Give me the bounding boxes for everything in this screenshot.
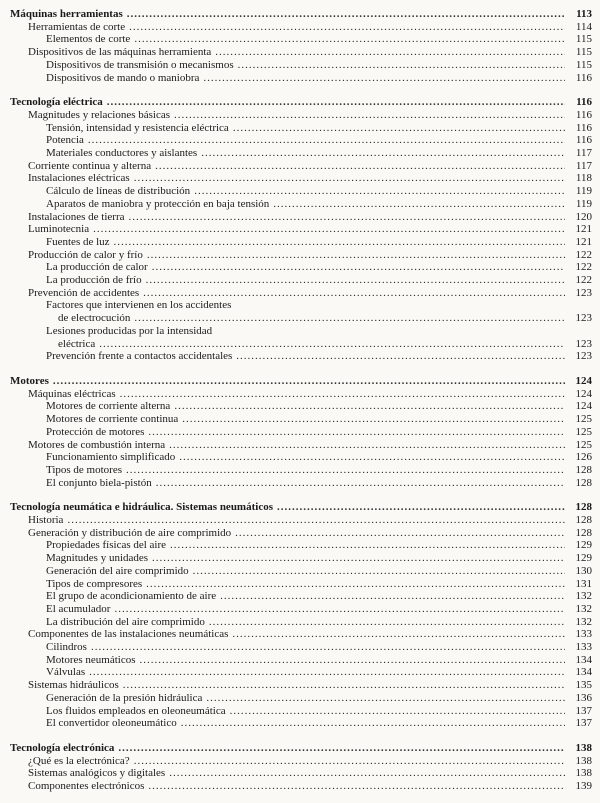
toc-entry-label: Dispositivos de las máquinas herramienta [28,46,212,59]
leader-dots [134,312,565,325]
toc-entry-label: Motores [10,374,49,387]
toc-section [10,742,592,793]
toc-page-number: 133 [575,628,592,641]
toc-entry [10,539,592,552]
toc-entry-label: Factores que intervienen en los accidentes [46,299,232,312]
toc-entry [10,628,592,641]
leader-dots [118,742,565,755]
toc-page-number: 129 [575,539,592,552]
toc-entry [10,514,592,527]
toc-entry-label: Elementos de corte [46,33,131,46]
toc-page-number: 118 [575,172,592,185]
toc-entry [10,172,592,185]
toc-entry-label: Tecnología eléctrica [10,96,103,109]
leader-dots [126,464,565,477]
leader-dots [146,578,565,591]
toc-entry [10,109,592,122]
toc-entry [10,33,592,46]
toc-entry [10,439,592,452]
toc-entry-label: Máquinas eléctricas [28,387,116,400]
toc-entry [10,552,592,565]
leader-dots [170,539,565,552]
toc-entry-label: El conjunto biela-pistón [46,476,152,489]
toc-page-number: 116 [575,134,592,147]
toc-entry-label: eléctrica [58,337,96,350]
leader-dots [114,236,565,249]
toc-entry-label: Componentes electrónicos [28,780,145,793]
toc-entry [10,679,592,692]
toc-entry-label: Motores neumáticos [46,653,136,666]
toc-page-number: 125 [575,413,592,426]
toc-entry [10,122,592,135]
toc-entry-label: Generación de la presión hidráulica [46,691,203,704]
toc-page-number: 128 [575,463,592,476]
toc-entry [10,413,592,426]
leader-dots [99,338,565,351]
leader-dots [140,654,565,667]
leader-dots [238,59,565,72]
toc-entry-continuation [10,312,592,325]
toc-page-number: 115 [575,58,592,71]
toc-page-number: 137 [575,717,592,730]
toc-entry-label: La producción de calor [46,261,148,274]
toc-entry-label: Luminotecnia [28,223,90,236]
toc-entry [10,21,592,34]
toc-page-number: 116 [576,96,592,109]
leader-dots [129,211,565,224]
toc-section [10,375,592,489]
toc-page-number: 125 [575,425,592,438]
toc-entry [10,578,592,591]
toc-page-number: 119 [575,197,592,210]
toc-entry [10,616,592,629]
toc-entry-label: Sistemas hidráulicos [28,679,119,692]
leader-dots [89,666,565,679]
toc-page-number: 128 [575,476,592,489]
toc-entry [10,147,592,160]
leader-dots [107,96,565,109]
toc-entry-label: Funcionamiento simplificado [46,451,176,464]
toc-page-number: 134 [575,666,592,679]
toc-entry-label: Tensión, intensidad y resistencia eléctrica [46,121,229,134]
leader-dots [194,185,565,198]
toc-entry [10,755,592,768]
toc-entry-label: Tipos de motores [46,463,122,476]
toc-entry [10,261,592,274]
toc-entry [10,134,592,147]
toc-entry-label: Tipos de compresores [46,577,143,590]
leader-dots [206,692,565,705]
leader-dots [127,8,565,21]
toc-page-number: 123 [575,286,592,299]
leader-dots [215,46,565,59]
toc-page-number: 121 [575,223,592,236]
toc-page-number: 113 [576,8,592,20]
toc-page-number: 124 [575,400,592,413]
toc-page-number: 115 [575,46,592,59]
toc-page-number: 133 [575,641,592,654]
toc-page-number: 122 [575,274,592,287]
toc-entry-label: Generación del aire comprimido [46,564,189,577]
leader-dots [143,287,565,300]
toc-page-number: 137 [575,704,592,717]
toc-page-number: 135 [575,679,592,692]
table-of-contents [10,8,592,793]
toc-entry-label: Dispositivos de mando o maniobra [46,71,200,84]
toc-page-number: 125 [575,438,592,451]
leader-dots [134,172,565,185]
toc-entry [10,198,592,211]
toc-entry-label: Tecnología neumática e hidráulica. Sistemas neumáticos [10,501,273,514]
toc-entry [10,236,592,249]
toc-entry [10,705,592,718]
toc-entry-label: Instalaciones de tierra [28,210,125,223]
toc-entry-label: Prevención frente a contactos accidentales [46,350,233,363]
toc-page-number: 124 [575,374,592,387]
toc-page-number: 121 [575,235,592,248]
toc-entry [10,767,592,780]
toc-entry [10,350,592,363]
toc-entry [10,603,592,616]
toc-entry-continuation [10,338,592,351]
toc-entry [10,211,592,224]
leader-dots [277,501,565,514]
toc-page-number: 138 [575,754,592,767]
toc-entry-label: Dispositivos de transmisión o mecanismos [46,58,234,71]
toc-entry-label: Motores de corriente alterna [46,400,171,413]
toc-entry-label: Máquinas herramientas [10,8,123,20]
toc-entry-label: El grupo de acondicionamiento de aire [46,590,217,603]
leader-dots [134,33,565,46]
leader-dots [179,451,565,464]
leader-dots [152,552,565,565]
toc-entry-label: Válvulas [46,666,86,679]
toc-page-number: 122 [575,248,592,261]
toc-entry-label: Aparatos de maniobra y protección en baja tensión [46,197,270,210]
leader-dots [155,160,565,173]
leader-dots [88,134,565,147]
toc-entry [10,8,592,21]
leader-dots [182,413,565,426]
leader-dots [152,261,565,274]
toc-page-number: 132 [575,602,592,615]
toc-entry-label: Instalaciones eléctricas [28,172,130,185]
toc-entry [10,590,592,603]
leader-dots [236,350,565,363]
toc-entry [10,160,592,173]
toc-entry [10,426,592,439]
leader-dots [93,223,565,236]
toc-entry [10,249,592,262]
leader-dots [134,755,565,768]
toc-entry [10,400,592,413]
toc-entry-label: Producción de calor y frío [28,248,143,261]
leader-dots [169,439,565,452]
toc-entry [10,641,592,654]
toc-page-number: 136 [575,691,592,704]
toc-entry-label: Fuentes de luz [46,235,110,248]
toc-entry [10,299,592,312]
leader-dots [174,400,565,413]
toc-entry-label: Componentes de las instalaciones neumáticas [28,628,229,641]
leader-dots [53,375,565,388]
toc-entry [10,59,592,72]
toc-entry-label: El acumulador [46,602,111,615]
leader-dots [232,628,565,641]
toc-page-number: 130 [575,564,592,577]
toc-entry-label: Propiedades físicas del aire [46,539,167,552]
toc-page-number: 122 [575,261,592,274]
toc-entry [10,274,592,287]
toc-page-number: 117 [575,159,592,172]
toc-entry-label: ¿Qué es la electrónica? [28,754,130,767]
toc-page-number: 116 [575,121,592,134]
toc-page-number: 114 [575,20,592,33]
toc-page-number: 116 [575,71,592,84]
leader-dots [235,527,565,540]
toc-entry [10,185,592,198]
toc-entry [10,287,592,300]
toc-entry-label: Magnitudes y unidades [46,552,149,565]
toc-entry-label: Cálculo de líneas de distribución [46,185,191,198]
toc-section [10,8,592,84]
leader-dots [123,679,565,692]
toc-entry [10,780,592,793]
toc-entry [10,692,592,705]
toc-page-number: 128 [575,514,592,527]
toc-page-number: 123 [575,312,592,325]
toc-page-number: 138 [575,741,592,754]
leader-dots [114,603,565,616]
toc-page-number: 124 [575,387,592,400]
leader-dots [146,274,565,287]
toc-page-number: 123 [575,350,592,363]
toc-section [10,96,592,363]
leader-dots [220,590,565,603]
toc-page-number: 139 [575,780,592,793]
toc-page-number: 117 [575,147,592,160]
toc-entry [10,501,592,514]
toc-entry [10,375,592,388]
toc-entry [10,388,592,401]
toc-entry-label: La distribución del aire comprimido [46,615,205,628]
toc-page-number: 115 [575,33,592,46]
leader-dots [230,705,565,718]
toc-entry-label: Sistemas analógicos y digitales [28,767,166,780]
leader-dots [181,717,565,730]
toc-page-number: 138 [575,767,592,780]
toc-page-number: 132 [575,615,592,628]
toc-entry-label: Historia [28,514,64,527]
toc-entry-label: Motores de corriente continua [46,413,179,426]
leader-dots [67,514,565,527]
leader-dots [129,21,565,34]
toc-entry-label: Materiales conductores y aislantes [46,147,198,160]
toc-page-number: 120 [575,210,592,223]
toc-page-number: 129 [575,552,592,565]
toc-entry [10,223,592,236]
leader-dots [193,565,565,578]
toc-entry-label: Potencia [46,134,84,147]
toc-entry [10,527,592,540]
toc-page-number: 131 [575,577,592,590]
toc-entry [10,451,592,464]
leader-dots [91,641,565,654]
leader-dots [174,109,565,122]
leader-dots [201,147,565,160]
leader-dots [233,122,565,135]
leader-dots [120,388,565,401]
leader-dots [148,426,565,439]
leader-dots [147,249,565,262]
toc-entry [10,654,592,667]
toc-entry [10,72,592,85]
toc-entry-label: Protección de motores [46,425,145,438]
toc-entry [10,325,592,338]
toc-entry-label: Corriente continua y alterna [28,159,152,172]
toc-entry-label: Cilindros [46,641,87,654]
toc-entry [10,464,592,477]
toc-entry [10,717,592,730]
leader-dots [203,72,565,85]
leader-dots [273,198,565,211]
leader-dots [209,616,565,629]
toc-entry [10,565,592,578]
toc-entry-label: Los fluidos empleados en oleoneumática [46,704,226,717]
toc-entry-label: Prevención de accidentes [28,286,140,299]
toc-entry [10,742,592,755]
toc-page-number: 134 [575,653,592,666]
toc-page-number: 123 [575,337,592,350]
toc-entry-label: La producción de frío [46,274,142,287]
toc-page-number: 126 [575,451,592,464]
toc-entry-label: Motores de combustión interna [28,438,166,451]
toc-entry [10,666,592,679]
toc-entry-label: Magnitudes y relaciones básicas [28,108,171,121]
toc-page-number: 132 [575,590,592,603]
toc-page-number: 128 [575,526,592,539]
toc-section [10,501,592,730]
toc-page-number: 119 [575,185,592,198]
toc-entry-label: Lesiones producidas por la intensidad [46,324,213,337]
leader-dots [169,767,565,780]
leader-dots [148,780,565,793]
toc-entry-label: Generación y distribución de aire comprimido [28,526,232,539]
leader-dots [156,477,565,490]
toc-page-number: 116 [575,108,592,121]
toc-entry [10,96,592,109]
toc-entry [10,477,592,490]
toc-entry-label: El convertidor oleoneumático [46,717,177,730]
toc-entry-label: Tecnología electrónica [10,741,115,754]
toc-entry [10,46,592,59]
toc-entry-label: de electrocución [58,312,131,325]
toc-entry-label: Herramientas de corte [28,20,126,33]
toc-page-number: 128 [575,501,592,514]
